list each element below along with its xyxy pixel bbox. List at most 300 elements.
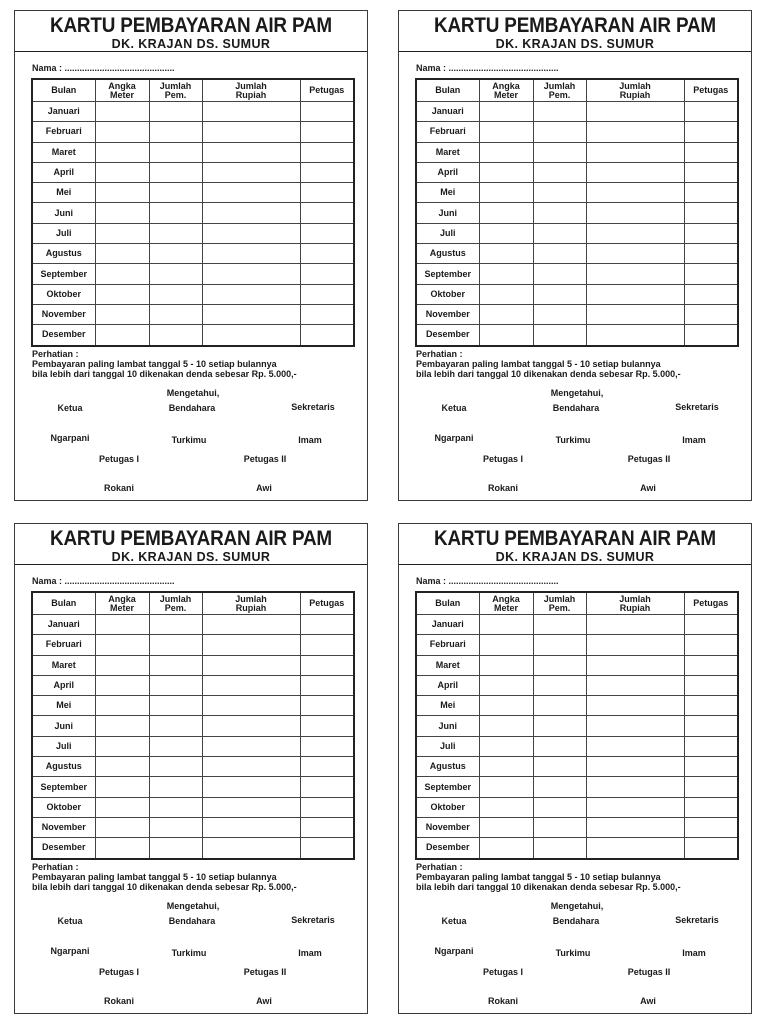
usage-cell xyxy=(149,696,202,716)
officer-cell xyxy=(300,325,354,346)
meter-cell xyxy=(479,777,533,797)
amount-cell xyxy=(586,696,684,716)
usage-cell xyxy=(149,838,202,859)
amount-cell xyxy=(202,304,300,324)
role-sekretaris: Sekretaris xyxy=(675,915,719,925)
amount-cell xyxy=(586,675,684,695)
month-cell: Juni xyxy=(32,716,95,736)
month-cell: Juni xyxy=(32,203,95,223)
header-divider xyxy=(15,51,367,52)
meter-cell xyxy=(95,162,149,182)
card-subtitle: DK. KRAJAN DS. SUMUR xyxy=(111,37,271,51)
column-header-bulan: Bulan xyxy=(416,592,479,615)
meter-cell xyxy=(95,244,149,264)
usage-cell xyxy=(149,304,202,324)
role-petugas-1: Petugas I xyxy=(482,454,524,464)
usage-cell xyxy=(533,203,586,223)
amount-cell xyxy=(586,736,684,756)
amount-cell xyxy=(586,655,684,675)
table-row xyxy=(416,162,738,182)
amount-cell xyxy=(202,284,300,304)
usage-cell xyxy=(149,183,202,203)
table-row xyxy=(32,325,354,346)
table-header-row xyxy=(32,592,354,615)
month-cell: Oktober xyxy=(32,797,95,817)
usage-cell xyxy=(149,244,202,264)
name-petugas-2: Awi xyxy=(256,483,272,493)
usage-cell xyxy=(533,838,586,859)
officer-cell xyxy=(300,162,354,182)
table-row xyxy=(416,615,738,635)
usage-cell xyxy=(149,757,202,777)
name-sekretaris: Imam xyxy=(298,948,322,958)
table-row xyxy=(416,102,738,122)
officer-cell xyxy=(300,675,354,695)
name-bendahara: Turkimu xyxy=(171,435,207,445)
month-cell: Agustus xyxy=(32,244,95,264)
amount-cell xyxy=(586,142,684,162)
table-row xyxy=(32,716,354,736)
meter-cell xyxy=(95,304,149,324)
column-header-bulan: Bulan xyxy=(32,592,95,615)
name-bendahara: Turkimu xyxy=(555,948,591,958)
officer-cell xyxy=(300,142,354,162)
table-row xyxy=(416,203,738,223)
month-cell: November xyxy=(416,817,479,837)
amount-cell xyxy=(586,838,684,859)
amount-cell xyxy=(202,102,300,122)
officer-cell xyxy=(684,102,738,122)
officer-cell xyxy=(300,102,354,122)
officer-cell xyxy=(684,817,738,837)
usage-cell xyxy=(533,635,586,655)
meter-cell xyxy=(479,716,533,736)
officer-cell xyxy=(300,797,354,817)
meter-cell xyxy=(95,183,149,203)
notice-line-1: Pembayaran paling lambat tanggal 5 - 10 setiap bulannya xyxy=(32,872,277,882)
role-petugas-1: Petugas I xyxy=(482,967,524,977)
table-header-row xyxy=(416,592,738,615)
usage-cell xyxy=(149,102,202,122)
table-row xyxy=(32,817,354,837)
payment-table xyxy=(415,78,739,347)
table-row xyxy=(416,284,738,304)
table-row xyxy=(416,675,738,695)
amount-cell xyxy=(202,183,300,203)
role-sekretaris: Sekretaris xyxy=(675,402,719,412)
name-bendahara: Turkimu xyxy=(171,948,207,958)
usage-cell xyxy=(149,284,202,304)
column-header-bulan: Bulan xyxy=(32,79,95,102)
usage-cell xyxy=(533,183,586,203)
amount-cell xyxy=(202,696,300,716)
month-cell: Februari xyxy=(32,122,95,142)
table-row xyxy=(416,183,738,203)
usage-cell xyxy=(533,142,586,162)
usage-cell xyxy=(533,777,586,797)
role-ketua: Ketua xyxy=(441,403,467,413)
table-row xyxy=(416,223,738,243)
officer-cell xyxy=(684,757,738,777)
officer-cell xyxy=(684,675,738,695)
officer-cell xyxy=(300,244,354,264)
officer-cell xyxy=(684,655,738,675)
month-cell: September xyxy=(416,777,479,797)
notice-text xyxy=(416,862,681,892)
amount-cell xyxy=(202,223,300,243)
role-petugas-2: Petugas II xyxy=(243,967,287,977)
header-divider xyxy=(399,51,751,52)
column-header-angka-meter: Angka Meter xyxy=(95,79,149,102)
table-row xyxy=(32,284,354,304)
amount-cell xyxy=(586,223,684,243)
notice-text xyxy=(416,349,681,379)
month-cell: Juli xyxy=(416,736,479,756)
usage-cell xyxy=(149,325,202,346)
notice-line-1: Pembayaran paling lambat tanggal 5 - 10 setiap bulannya xyxy=(32,359,277,369)
card-subtitle: DK. KRAJAN DS. SUMUR xyxy=(495,37,655,51)
meter-cell xyxy=(95,203,149,223)
month-cell: Desember xyxy=(416,325,479,346)
header-divider xyxy=(15,564,367,565)
officer-cell xyxy=(300,736,354,756)
notice-title: Perhatian : xyxy=(32,349,79,359)
meter-cell xyxy=(479,675,533,695)
header-divider xyxy=(399,564,751,565)
meter-cell xyxy=(95,716,149,736)
role-bendahara: Bendahara xyxy=(552,403,600,413)
role-petugas-1: Petugas I xyxy=(98,454,140,464)
officer-cell xyxy=(300,223,354,243)
amount-cell xyxy=(586,777,684,797)
month-cell: Juli xyxy=(32,736,95,756)
notice-title: Perhatian : xyxy=(416,349,463,359)
usage-cell xyxy=(533,284,586,304)
table-row xyxy=(416,716,738,736)
table-row xyxy=(416,635,738,655)
column-header-jumlah-rupiah: Jumlah Rupiah xyxy=(202,79,300,102)
column-header-petugas: Petugas xyxy=(684,79,738,102)
column-header-angka-meter: Angka Meter xyxy=(479,592,533,615)
column-header-jumlah-rupiah: Jumlah Rupiah xyxy=(202,592,300,615)
usage-cell xyxy=(149,122,202,142)
month-cell: Maret xyxy=(416,655,479,675)
month-cell: Februari xyxy=(416,122,479,142)
amount-cell xyxy=(586,284,684,304)
meter-cell xyxy=(479,655,533,675)
officer-cell xyxy=(684,696,738,716)
name-ketua: Ngarpani xyxy=(434,946,474,956)
officer-cell xyxy=(300,304,354,324)
name-sekretaris: Imam xyxy=(682,948,706,958)
usage-cell xyxy=(149,223,202,243)
amount-cell xyxy=(202,675,300,695)
officer-cell xyxy=(684,615,738,635)
table-row xyxy=(32,655,354,675)
column-header-angka-meter: Angka Meter xyxy=(479,79,533,102)
table-row xyxy=(32,162,354,182)
officer-cell xyxy=(684,223,738,243)
card-title: KARTU PEMBAYARAN AIR PAM xyxy=(49,527,333,550)
month-cell: November xyxy=(32,817,95,837)
officer-cell xyxy=(300,817,354,837)
acknowledged-label: Mengetahui, xyxy=(166,388,220,398)
officer-cell xyxy=(300,615,354,635)
meter-cell xyxy=(95,142,149,162)
table-row xyxy=(416,304,738,324)
usage-cell xyxy=(533,264,586,284)
meter-cell xyxy=(95,736,149,756)
officer-cell xyxy=(684,797,738,817)
table-row xyxy=(32,142,354,162)
month-cell: Maret xyxy=(416,142,479,162)
table-row xyxy=(416,264,738,284)
month-cell: April xyxy=(416,675,479,695)
notice-line-2: bila lebih dari tanggal 10 dikenakan denda sebesar Rp. 5.000,- xyxy=(32,369,297,379)
usage-cell xyxy=(149,675,202,695)
table-row xyxy=(416,325,738,346)
name-petugas-2: Awi xyxy=(256,996,272,1006)
acknowledged-label: Mengetahui, xyxy=(166,901,220,911)
role-bendahara: Bendahara xyxy=(168,403,216,413)
month-cell: September xyxy=(416,264,479,284)
name-field-label: Nama : ............................................ xyxy=(416,576,559,586)
meter-cell xyxy=(95,655,149,675)
usage-cell xyxy=(533,757,586,777)
meter-cell xyxy=(95,757,149,777)
officer-cell xyxy=(300,757,354,777)
meter-cell xyxy=(95,777,149,797)
name-petugas-2: Awi xyxy=(640,996,656,1006)
month-cell: Februari xyxy=(32,635,95,655)
table-row xyxy=(416,122,738,142)
table-row xyxy=(32,696,354,716)
meter-cell xyxy=(479,304,533,324)
amount-cell xyxy=(202,162,300,182)
usage-cell xyxy=(533,817,586,837)
month-cell: April xyxy=(32,162,95,182)
meter-cell xyxy=(479,203,533,223)
amount-cell xyxy=(202,716,300,736)
amount-cell xyxy=(586,244,684,264)
usage-cell xyxy=(149,162,202,182)
role-petugas-1: Petugas I xyxy=(98,967,140,977)
officer-cell xyxy=(300,635,354,655)
meter-cell xyxy=(95,696,149,716)
officer-cell xyxy=(684,777,738,797)
column-header-jumlah-rupiah: Jumlah Rupiah xyxy=(586,79,684,102)
name-field-label: Nama : ............................................ xyxy=(416,63,559,73)
card-subtitle: DK. KRAJAN DS. SUMUR xyxy=(495,550,655,564)
notice-line-2: bila lebih dari tanggal 10 dikenakan denda sebesar Rp. 5.000,- xyxy=(416,882,681,892)
usage-cell xyxy=(533,716,586,736)
usage-cell xyxy=(533,655,586,675)
role-ketua: Ketua xyxy=(441,916,467,926)
table-row xyxy=(32,838,354,859)
month-cell: Februari xyxy=(416,635,479,655)
meter-cell xyxy=(95,284,149,304)
meter-cell xyxy=(479,264,533,284)
column-header-petugas: Petugas xyxy=(300,79,354,102)
officer-cell xyxy=(300,655,354,675)
table-row xyxy=(416,817,738,837)
month-cell: Juli xyxy=(32,223,95,243)
role-sekretaris: Sekretaris xyxy=(291,402,335,412)
officer-cell xyxy=(300,838,354,859)
amount-cell xyxy=(586,325,684,346)
table-header-row xyxy=(32,79,354,102)
name-field-label: Nama : ............................................ xyxy=(32,63,175,73)
notice-line-2: bila lebih dari tanggal 10 dikenakan denda sebesar Rp. 5.000,- xyxy=(32,882,297,892)
table-row xyxy=(416,838,738,859)
month-cell: Desember xyxy=(32,838,95,859)
meter-cell xyxy=(95,122,149,142)
column-header-jumlah-pem: Jumlah Pem. xyxy=(533,79,586,102)
officer-cell xyxy=(300,264,354,284)
role-ketua: Ketua xyxy=(57,916,83,926)
usage-cell xyxy=(533,122,586,142)
usage-cell xyxy=(533,102,586,122)
month-cell: Desember xyxy=(416,838,479,859)
amount-cell xyxy=(202,264,300,284)
notice-line-1: Pembayaran paling lambat tanggal 5 - 10 setiap bulannya xyxy=(416,359,661,369)
amount-cell xyxy=(586,817,684,837)
month-cell: Juni xyxy=(416,716,479,736)
officer-cell xyxy=(684,716,738,736)
table-row xyxy=(416,797,738,817)
meter-cell xyxy=(479,757,533,777)
usage-cell xyxy=(533,304,586,324)
name-ketua: Ngarpani xyxy=(50,946,90,956)
officer-cell xyxy=(300,183,354,203)
amount-cell xyxy=(202,736,300,756)
usage-cell xyxy=(149,655,202,675)
meter-cell xyxy=(479,162,533,182)
table-header-row xyxy=(416,79,738,102)
usage-cell xyxy=(149,264,202,284)
meter-cell xyxy=(95,675,149,695)
role-petugas-2: Petugas II xyxy=(627,967,671,977)
table-row xyxy=(32,777,354,797)
usage-cell xyxy=(149,716,202,736)
payment-card-bottom-left xyxy=(14,523,368,1014)
officer-cell xyxy=(684,264,738,284)
amount-cell xyxy=(202,142,300,162)
meter-cell xyxy=(479,696,533,716)
role-bendahara: Bendahara xyxy=(168,916,216,926)
officer-cell xyxy=(684,304,738,324)
officer-cell xyxy=(684,142,738,162)
officer-cell xyxy=(300,284,354,304)
meter-cell xyxy=(95,223,149,243)
officer-cell xyxy=(684,183,738,203)
month-cell: November xyxy=(416,304,479,324)
table-row xyxy=(32,635,354,655)
table-row xyxy=(416,142,738,162)
name-petugas-2: Awi xyxy=(640,483,656,493)
meter-cell xyxy=(479,223,533,243)
month-cell: Agustus xyxy=(416,757,479,777)
meter-cell xyxy=(479,838,533,859)
column-header-petugas: Petugas xyxy=(300,592,354,615)
month-cell: September xyxy=(32,264,95,284)
notice-text xyxy=(32,862,297,892)
notice-title: Perhatian : xyxy=(32,862,79,872)
amount-cell xyxy=(586,162,684,182)
month-cell: Januari xyxy=(416,102,479,122)
acknowledged-label: Mengetahui, xyxy=(550,901,604,911)
amount-cell xyxy=(202,797,300,817)
officer-cell xyxy=(684,325,738,346)
amount-cell xyxy=(202,838,300,859)
usage-cell xyxy=(149,817,202,837)
table-row xyxy=(32,183,354,203)
payment-card-bottom-right xyxy=(398,523,752,1014)
name-petugas-1: Rokani xyxy=(103,996,135,1006)
name-petugas-1: Rokani xyxy=(487,483,519,493)
table-row xyxy=(32,797,354,817)
month-cell: November xyxy=(32,304,95,324)
month-cell: Juli xyxy=(416,223,479,243)
notice-line-1: Pembayaran paling lambat tanggal 5 - 10 setiap bulannya xyxy=(416,872,661,882)
usage-cell xyxy=(533,325,586,346)
role-sekretaris: Sekretaris xyxy=(291,915,335,925)
officer-cell xyxy=(684,736,738,756)
amount-cell xyxy=(586,122,684,142)
table-row xyxy=(416,757,738,777)
amount-cell xyxy=(202,615,300,635)
table-row xyxy=(32,244,354,264)
meter-cell xyxy=(95,264,149,284)
amount-cell xyxy=(202,203,300,223)
meter-cell xyxy=(479,736,533,756)
amount-cell xyxy=(202,777,300,797)
amount-cell xyxy=(586,615,684,635)
usage-cell xyxy=(149,142,202,162)
officer-cell xyxy=(684,162,738,182)
month-cell: April xyxy=(416,162,479,182)
officer-cell xyxy=(300,122,354,142)
amount-cell xyxy=(586,102,684,122)
meter-cell xyxy=(95,325,149,346)
officer-cell xyxy=(300,696,354,716)
month-cell: Januari xyxy=(32,102,95,122)
officer-cell xyxy=(684,122,738,142)
month-cell: Agustus xyxy=(416,244,479,264)
table-row xyxy=(416,736,738,756)
meter-cell xyxy=(479,122,533,142)
usage-cell xyxy=(533,162,586,182)
month-cell: Januari xyxy=(416,615,479,635)
amount-cell xyxy=(586,757,684,777)
meter-cell xyxy=(95,635,149,655)
meter-cell xyxy=(95,797,149,817)
meter-cell xyxy=(479,635,533,655)
amount-cell xyxy=(202,635,300,655)
meter-cell xyxy=(479,615,533,635)
payment-table xyxy=(31,591,355,860)
notice-line-2: bila lebih dari tanggal 10 dikenakan denda sebesar Rp. 5.000,- xyxy=(416,369,681,379)
meter-cell xyxy=(479,325,533,346)
amount-cell xyxy=(586,264,684,284)
name-petugas-1: Rokani xyxy=(103,483,135,493)
column-header-jumlah-pem: Jumlah Pem. xyxy=(149,592,202,615)
notice-text xyxy=(32,349,297,379)
officer-cell xyxy=(300,777,354,797)
meter-cell xyxy=(95,838,149,859)
table-row xyxy=(32,675,354,695)
officer-cell xyxy=(684,838,738,859)
